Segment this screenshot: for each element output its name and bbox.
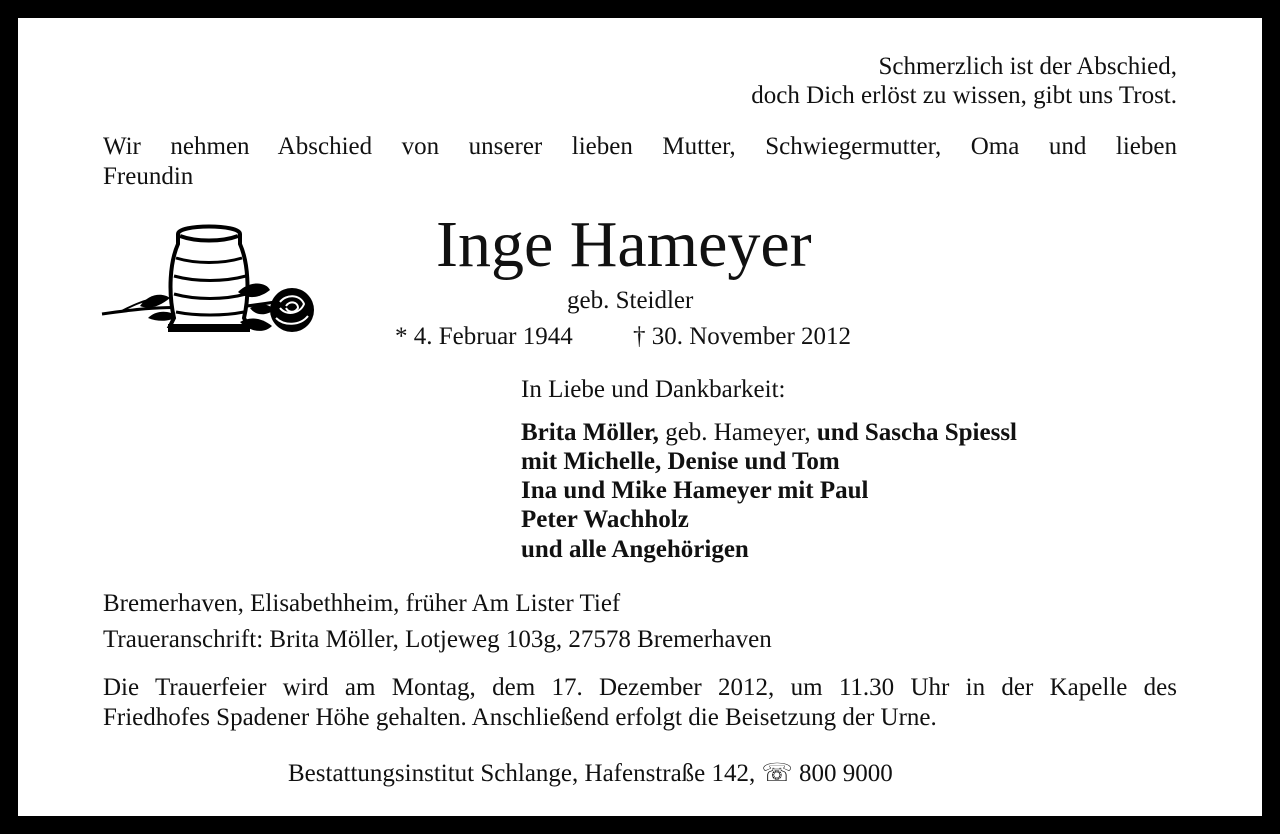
mourner-name-brita: Brita Möller, xyxy=(521,419,659,446)
mourners-line-4 xyxy=(521,505,689,535)
motto-line-1: Schmerzlich ist der Abschied, xyxy=(878,53,1177,80)
urn-with-roses-icon xyxy=(100,222,322,340)
death-date: † 30. November 2012 xyxy=(633,323,852,350)
ceremony-line-1: Die Trauerfeier wird am Montag, dem 17. Dezember 2012, um 11.30 Uhr in der Kapelle des xyxy=(103,674,1177,701)
deceased-name: Inge Hameyer xyxy=(436,208,812,281)
mourners-line-2-text: mit Michelle, Denise und Tom xyxy=(521,448,840,475)
mourner-maiden-note: geb. Hameyer, xyxy=(658,419,817,446)
location-line: Bremerhaven, Elisabethheim, früher Am Lister Tief xyxy=(103,590,621,617)
intro-line-1: Wir nehmen Abschied von unserer lieben Mutter, Schwiegermutter, Oma und lieben xyxy=(103,133,1177,160)
mourners-line-3-text: Ina und Mike Hameyer mit Paul xyxy=(521,477,869,504)
maiden-name: geb. Steidler xyxy=(567,287,694,314)
mourners-heading: In Liebe und Dankbarkeit: xyxy=(521,376,786,403)
mourners-line-4-text: Peter Wachholz xyxy=(521,506,689,533)
birth-date: * 4. Februar 1944 xyxy=(395,323,573,350)
mourners-line-5 xyxy=(521,535,749,565)
mourners-line-3 xyxy=(521,476,868,506)
undertaker-line: Bestattungsinstitut Schlange, Hafenstraße 142, ☏ 800 9000 xyxy=(288,760,893,787)
intro-line-2: Freundin xyxy=(103,163,194,190)
mourner-name-sascha: und Sascha Spiessl xyxy=(816,419,1018,446)
mourners-line-5-text: und alle Angehörigen xyxy=(521,536,749,563)
mourners-line-2 xyxy=(521,447,840,477)
address-line: Traueranschrift: Brita Möller, Lotjeweg 103g, 27578 Bremerhaven xyxy=(103,626,772,653)
mourners-line-1 xyxy=(521,418,1017,448)
motto-line-2: doch Dich erlöst zu wissen, gibt uns Trost. xyxy=(751,82,1177,109)
ceremony-line-2: Friedhofes Spadener Höhe gehalten. Anschließend erfolgt die Beisetzung der Urne. xyxy=(103,704,937,731)
